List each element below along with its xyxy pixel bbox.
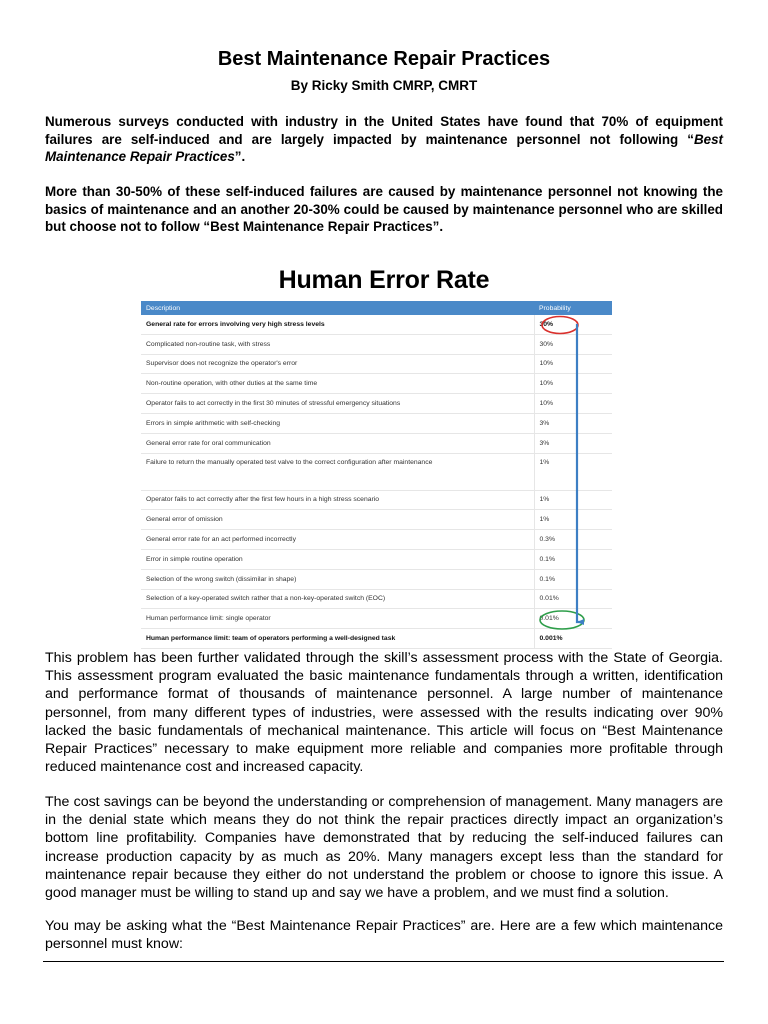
intro-p1-end: ”.: [234, 149, 246, 165]
row-description: Complicated non-routine task, with stress: [141, 334, 534, 354]
row-probability: 1%: [534, 510, 612, 530]
intro-p1-text: Numerous surveys conducted with industry in the United States have found that 70% of equipment failures are self-induced and are largely impacted by maintenance personnel not following “: [45, 114, 723, 147]
row-probability: 1%: [534, 453, 612, 490]
table-row: [141, 413, 612, 433]
chart-title: Human Error Rate: [278, 266, 490, 294]
row-probability: 10%: [534, 374, 612, 394]
intro-paragraph-2: More than 30-50% of these self-induced failures are caused by maintenance personnel not knowing the basics of maintenance and an another 20-30% could be caused by maintenance personnel who are skilled but choose not to follow “Best Maintenance Repair Practices”.: [45, 184, 723, 235]
table-row: [141, 334, 612, 354]
table-row: [141, 530, 612, 550]
row-probability: 0.01%: [534, 589, 612, 609]
table-row: [141, 354, 612, 374]
row-description: Selection of the wrong switch (dissimilar in shape): [141, 569, 534, 589]
row-probability: 3%: [534, 433, 612, 453]
table-row: [141, 490, 612, 510]
row-probability: 0.01%: [534, 609, 612, 629]
intro-paragraph-1: [45, 113, 723, 166]
row-probability: 10%: [534, 394, 612, 414]
column-header-description: Description: [141, 301, 534, 315]
table-body: [141, 315, 612, 648]
column-header-probability: Probability: [534, 301, 612, 315]
table-row: [141, 609, 612, 629]
row-description: General error of omission: [141, 510, 534, 530]
row-description: General rate for errors involving very high stress levels: [141, 315, 534, 334]
table-row: [141, 453, 612, 490]
author-byline: By Ricky Smith CMRP, CMRT: [290, 78, 478, 93]
table-row: [141, 315, 612, 334]
row-probability: 0.1%: [534, 569, 612, 589]
row-probability: 0.001%: [534, 629, 612, 649]
table-header-row: [141, 301, 612, 315]
row-probability: 30%: [534, 315, 612, 334]
row-description: Human performance limit: single operator: [141, 609, 534, 629]
intro-p1-emphasis: Best Maintenance Repair Practices: [45, 131, 723, 165]
row-probability: 1%: [534, 490, 612, 510]
row-probability: 0.3%: [534, 530, 612, 550]
row-description: Failure to return the manually operated test valve to the correct configuration after maintenance: [141, 453, 534, 490]
body-paragraph-3: You may be asking what the “Best Maintenance Repair Practices” are. Here are a few which maintenance personnel must know:: [45, 918, 723, 953]
row-description: General error rate for an act performed incorrectly: [141, 530, 534, 550]
document-title: Best Maintenance Repair Practices: [217, 48, 551, 70]
row-description: General error rate for oral communication: [141, 433, 534, 453]
row-probability: 0.1%: [534, 549, 612, 569]
table-row: [141, 589, 612, 609]
table-row: [141, 433, 612, 453]
body-paragraph-1: This problem has been further validated through the skill’s assessment process with the State of Georgia. This assessment program evaluated the basic maintenance fundamentals through a written, identification and performance format of thousands of maintenance personnel. A large number of maintenance personnel, from many different types of industries, were assessed with the results indicating over 90% lacked the basic fundamentals of mechanical maintenance. This article will focus on “Best Maintenance Repair Practices” necessary to make equipment more reliable and companies more profitable through reduced maintenance cost and increased capacity.: [45, 650, 723, 776]
row-description: Supervisor does not recognize the operator's error: [141, 354, 534, 374]
table-row: [141, 549, 612, 569]
row-probability: 3%: [534, 413, 612, 433]
row-probability: 10%: [534, 354, 612, 374]
row-description: Error in simple routine operation: [141, 549, 534, 569]
table-row: [141, 569, 612, 589]
horizontal-rule: [43, 961, 724, 962]
error-rate-table: [141, 301, 612, 649]
table-row: [141, 374, 612, 394]
table-row: [141, 629, 612, 649]
table-row: [141, 394, 612, 414]
row-description: Operator fails to act correctly after the first few hours in a high stress scenario: [141, 490, 534, 510]
row-description: Human performance limit: team of operators performing a well-designed task: [141, 629, 534, 649]
row-description: Non-routine operation, with other duties at the same time: [141, 374, 534, 394]
row-description: Operator fails to act correctly in the first 30 minutes of stressful emergency situations: [141, 394, 534, 414]
row-probability: 30%: [534, 334, 612, 354]
human-error-rate-table: [141, 301, 612, 643]
row-description: Selection of a key-operated switch rather that a non-key-operated switch (EOC): [141, 589, 534, 609]
row-description: Errors in simple arithmetic with self-checking: [141, 413, 534, 433]
body-paragraph-2: The cost savings can be beyond the understanding or comprehension of management. Many managers are in the denial state which means they do not think the repair practices directly impact an organization’s bottom line profitability. Companies have demonstrated that by reducing the self-induced failures can increase production capacity by as much as 20%. Many managers except less than the standard for maintenance repair because they either do not understand the problem or choose to ignore this issue. A good manager must be willing to stand up and say we have a problem, and we must find a solution.: [45, 794, 723, 902]
table-row: [141, 510, 612, 530]
